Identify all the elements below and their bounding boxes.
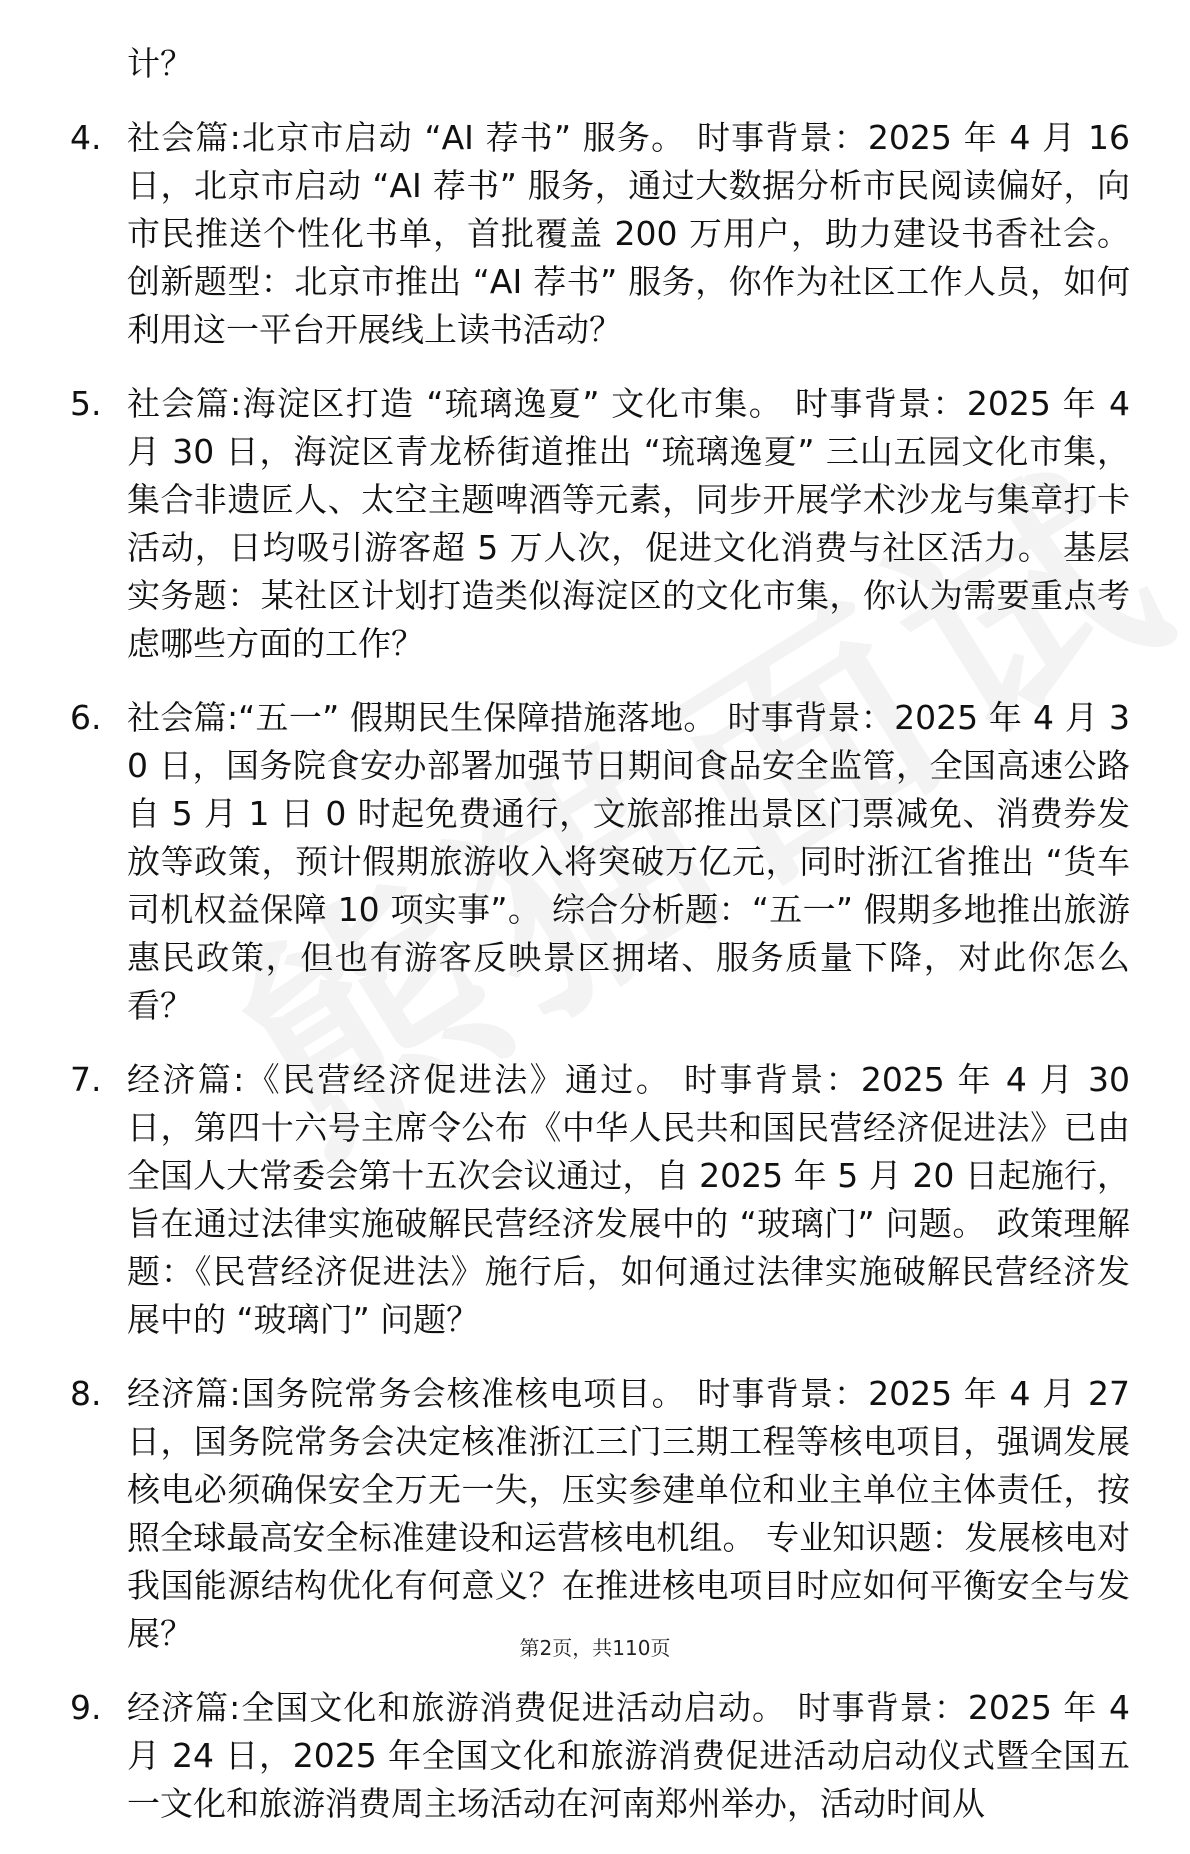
item-number: 8. (70, 1374, 102, 1413)
item-text: 社会篇:“五一” 假期民生保障措施落地。 时事背景：2025 年 4 月 30 日，国务院食安办部署加强节日期间食品安全监管，全国高速公路自 5 月 1 日 0 时起免费通行，文旅部推出景区门票减免、消费券发放等政策，预计假期旅游收入将突破万亿元，同时浙江省推出 “货车司机权益保障 10 项实事”。 综合分析题：“五一” 假期多地推出旅游惠民政策，但也有游客反映景区拥堵、服务质量下降，对此你怎么看？ (127, 698, 1130, 1025)
list-item (70, 114, 1130, 354)
item-number: 9. (70, 1688, 102, 1727)
item-number: 7. (70, 1060, 102, 1099)
list-item (70, 1684, 1130, 1828)
list-item (70, 380, 1130, 668)
item-text: 社会篇:北京市启动 “AI 荐书” 服务。 时事背景：2025 年 4 月 16 日，北京市启动 “AI 荐书” 服务，通过大数据分析市民阅读偏好，向市民推送个性化书单，首批覆盖 200 万用户，助力建设书香社会。 创新题型：北京市推出 “AI 荐书” 服务，你作为社区工作人员，如何利用这一平台开展线上读书活动？ (127, 118, 1130, 349)
item-text: 经济篇:国务院常务会核准核电项目。 时事背景：2025 年 4 月 27 日，国务院常务会决定核准浙江三门三期工程等核电项目，强调发展核电必须确保安全万无一失，压实参建单位和业主单位主体责任，按照全球最高安全标准建设和运营核电机组。 专业知识题：发展核电对我国能源结构优化有何意义？在推进核电项目时应如何平衡安全与发展？ (127, 1374, 1130, 1653)
item-number: 6. (70, 698, 102, 737)
item-number: 5. (70, 384, 102, 423)
list-item (70, 1370, 1130, 1658)
continued-text: 计？ (127, 44, 193, 83)
item-number: 4. (70, 118, 102, 157)
list-item (70, 694, 1130, 1030)
list-item (70, 1056, 1130, 1344)
item-text: 社会篇:海淀区打造 “琉璃逸夏” 文化市集。 时事背景：2025 年 4 月 30 日，海淀区青龙桥街道推出 “琉璃逸夏” 三山五园文化市集，集合非遗匠人、太空主题啤酒等元素，同步开展学术沙龙与集章打卡活动，日均吸引游客超 5 万人次，促进文化消费与社区活力。 基层实务题：某社区计划打造类似海淀区的文化市集，你认为需要重点考虑哪些方面的工作？ (127, 384, 1130, 663)
item-text: 经济篇:《民营经济促进法》通过。 时事背景：2025 年 4 月 30 日，第四十六号主席令公布《中华人民共和国民营经济促进法》已由全国人大常委会第十五次会议通过，自 2025 年 5 月 20 日起施行，旨在通过法律实施破解民营经济发展中的 “玻璃门” 问题。 政策理解题：《民营经济促进法》施行后，如何通过法律实施破解民营经济发展中的 “玻璃门” 问题？ (127, 1060, 1130, 1339)
page-footer: 第2页，共110页 (519, 1636, 671, 1660)
item-text: 经济篇:全国文化和旅游消费促进活动启动。 时事背景：2025 年 4 月 24 日，2025 年全国文化和旅游消费促进活动启动仪式暨全国五一文化和旅游消费周主场活动在河南郑州举办，活动时间从 (127, 1688, 1130, 1823)
document-body (70, 40, 1130, 1854)
